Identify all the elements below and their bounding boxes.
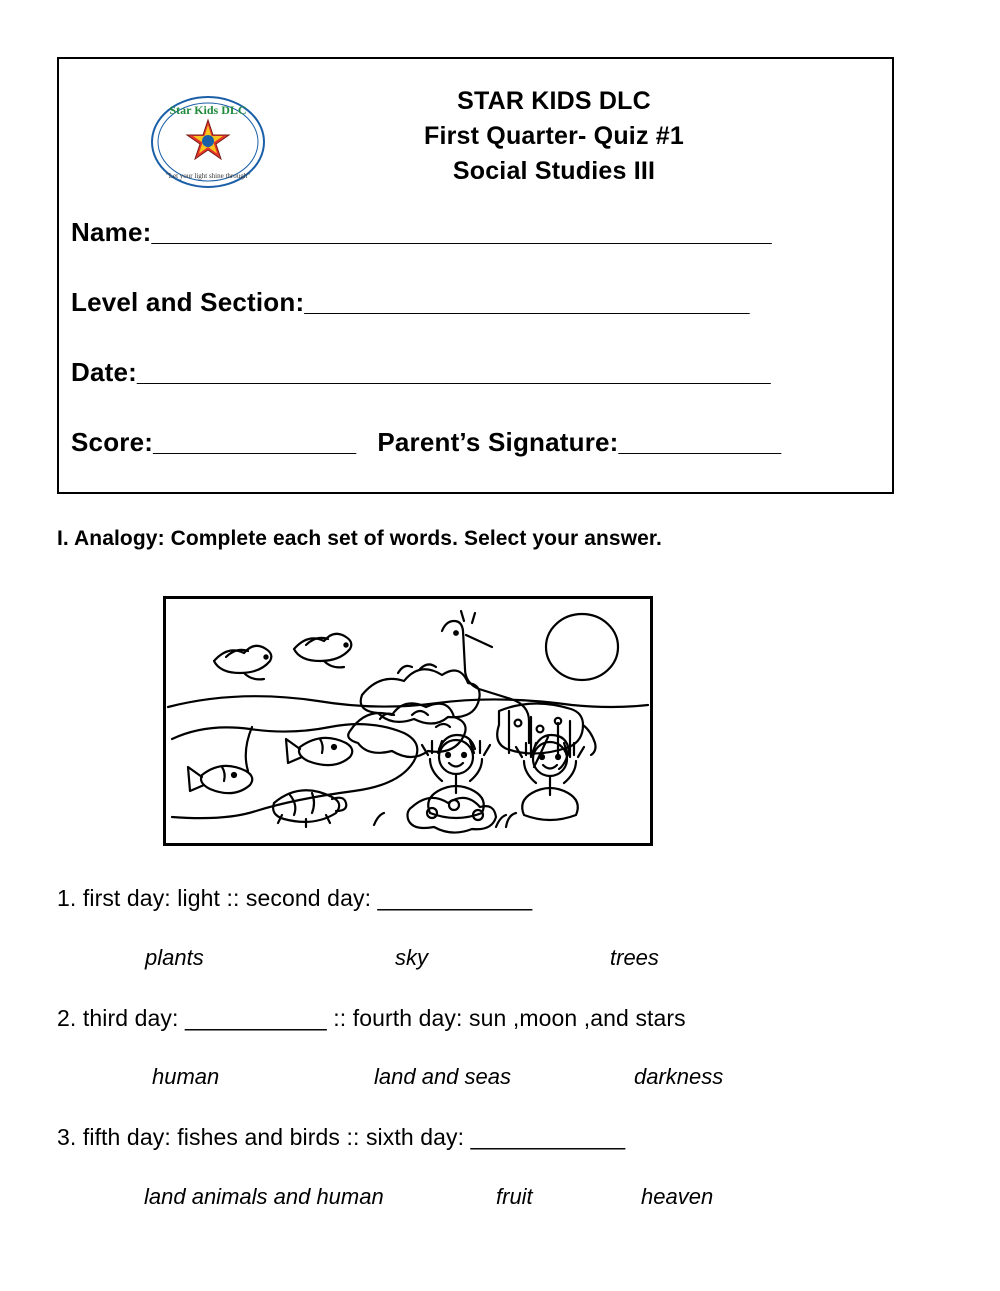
field-name-row <box>71 217 886 248</box>
field-date-row <box>71 357 886 388</box>
title-line-school: STAR KIDS DLC <box>457 87 651 115</box>
choice-3-a[interactable]: land animals and human <box>144 1184 384 1209</box>
field-level-section-row <box>71 287 886 318</box>
field-level-section-input-rule[interactable]: _________________________________ <box>304 287 749 317</box>
choice-3-b[interactable]: fruit <box>496 1184 533 1209</box>
title-line-quiz: First Quarter- Quiz #1 <box>423 122 684 150</box>
field-parent-signature-input-rule[interactable]: ____________ <box>618 427 781 457</box>
choice-3-c[interactable]: heaven <box>641 1184 714 1209</box>
field-name-label: Name: <box>71 217 152 247</box>
student-info-header-box <box>57 57 894 494</box>
question-2-choices <box>152 1064 723 1090</box>
svg-text:Star Kids DLC: Star Kids DLC <box>169 103 247 117</box>
choice-1-c[interactable]: trees <box>610 945 659 970</box>
title-line-subject: Social Studies III <box>452 157 656 185</box>
question-1-choices <box>145 945 659 971</box>
field-level-section-label: Level and Section: <box>71 287 305 317</box>
choice-2-a[interactable]: human <box>152 1064 220 1089</box>
choice-1-a[interactable]: plants <box>145 945 204 970</box>
creation-scene-illustration <box>163 596 653 846</box>
field-name-input-rule[interactable]: ______________________________________________ <box>151 217 771 247</box>
choice-2-b[interactable]: land and seas <box>374 1064 511 1089</box>
svg-text:"Let your light shine through": "Let your light shine through" <box>165 172 251 180</box>
choice-2-c[interactable]: darkness <box>634 1064 724 1089</box>
question-1: 1. first day: light :: second day: ____________ <box>57 885 533 911</box>
field-score-input-rule[interactable]: _______________ <box>153 427 356 457</box>
field-date-label: Date: <box>71 357 138 387</box>
star-kids-dlc-logo <box>149 94 267 190</box>
field-score-label: Score: <box>71 427 154 457</box>
section-instruction: I. Analogy: Complete each set of words. Select your answer. <box>57 527 662 550</box>
choice-1-b[interactable]: sky <box>395 945 428 970</box>
field-date-input-rule[interactable]: _______________________________________________ <box>137 357 770 387</box>
field-score-signature-row <box>71 427 886 458</box>
question-2: 2. third day: ___________ :: fourth day: sun ,moon ,and stars <box>57 1005 686 1031</box>
question-3: 3. fifth day: fishes and birds :: sixth day: ____________ <box>57 1124 626 1150</box>
question-3-choices <box>144 1184 713 1210</box>
field-parent-signature-label: Parent’s Signature: <box>377 427 619 457</box>
quiz-title-block <box>289 84 819 189</box>
